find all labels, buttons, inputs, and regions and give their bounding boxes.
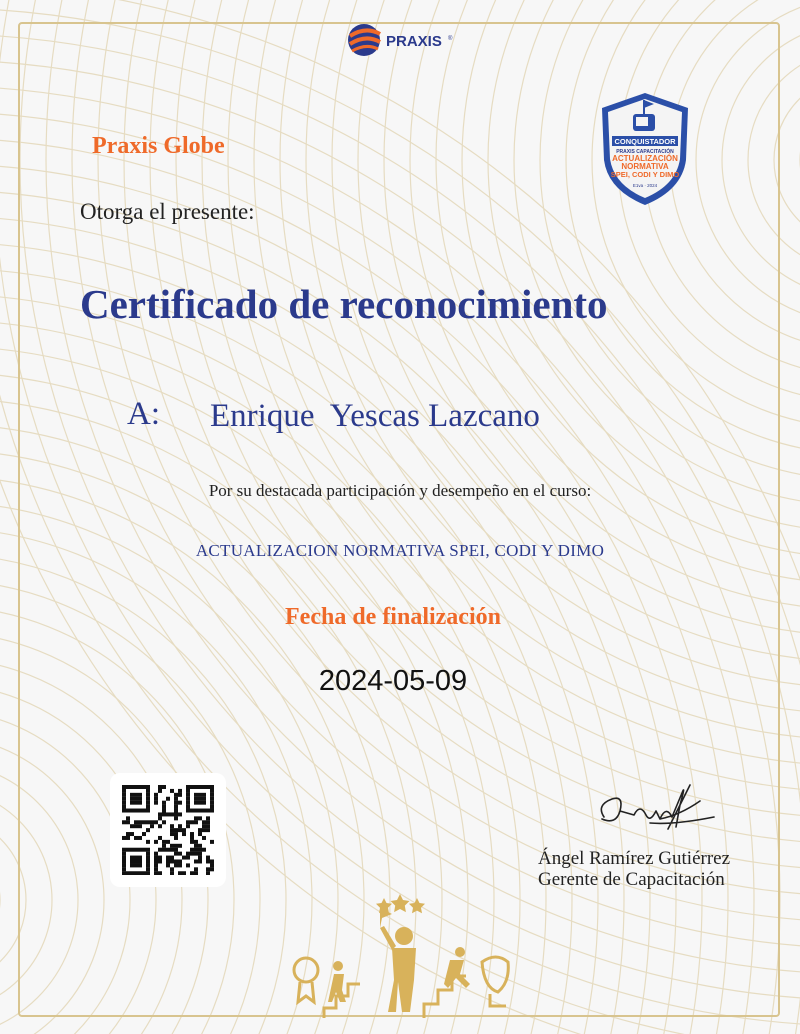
- signatory-role: Gerente de Capacitación: [538, 869, 725, 890]
- praxis-logo-mark: [348, 24, 380, 56]
- star-icon: [409, 898, 425, 913]
- climber-icon: [333, 961, 343, 971]
- qr-code-card: [110, 773, 226, 887]
- grant-text: Otorga el presente:: [80, 199, 255, 224]
- badge-line-2: NORMATIVA: [621, 162, 669, 171]
- issuer-name: Praxis Globe: [92, 133, 225, 159]
- badge-rank: CONQUISTADOR: [614, 137, 676, 146]
- badge-org: PRAXIS CAPACITACIÓN: [616, 149, 674, 155]
- signature-image: [590, 775, 720, 845]
- registered-mark: ®: [448, 36, 453, 42]
- medal-icon: [294, 958, 318, 982]
- completion-date: 2024-05-09: [318, 665, 468, 697]
- participation-text: Por su destacada participación y desempeño en el curso:: [208, 481, 592, 500]
- winner-icon: [395, 927, 413, 945]
- praxis-logo: [344, 14, 464, 64]
- qr-code-icon: [122, 785, 214, 875]
- recipient-name: Enrique Yescas Lazcano: [210, 398, 540, 434]
- course-name: ACTUALIZACION NORMATIVA SPEI, CODI Y DIMO: [195, 541, 605, 560]
- completion-date-label: Fecha de finalización: [285, 604, 501, 630]
- signatory-name: Ángel Ramírez Gutiérrez: [538, 848, 731, 869]
- star-icon: [391, 894, 410, 912]
- badge-footer: E1va · 2024: [632, 183, 658, 188]
- certificate-title: Certificado de reconocimiento: [80, 281, 608, 327]
- recipient-label: A:: [127, 396, 160, 432]
- conquistador-badge: [598, 90, 692, 208]
- badge-line-3: SPEI, CODI Y DIMO: [610, 170, 680, 179]
- badge-line-1: ACTUALIZACIÓN: [612, 154, 678, 163]
- runner-icon: [455, 947, 465, 957]
- praxis-logo-text: PRAXIS: [386, 33, 442, 50]
- achievement-stairs-icon: [284, 892, 534, 1020]
